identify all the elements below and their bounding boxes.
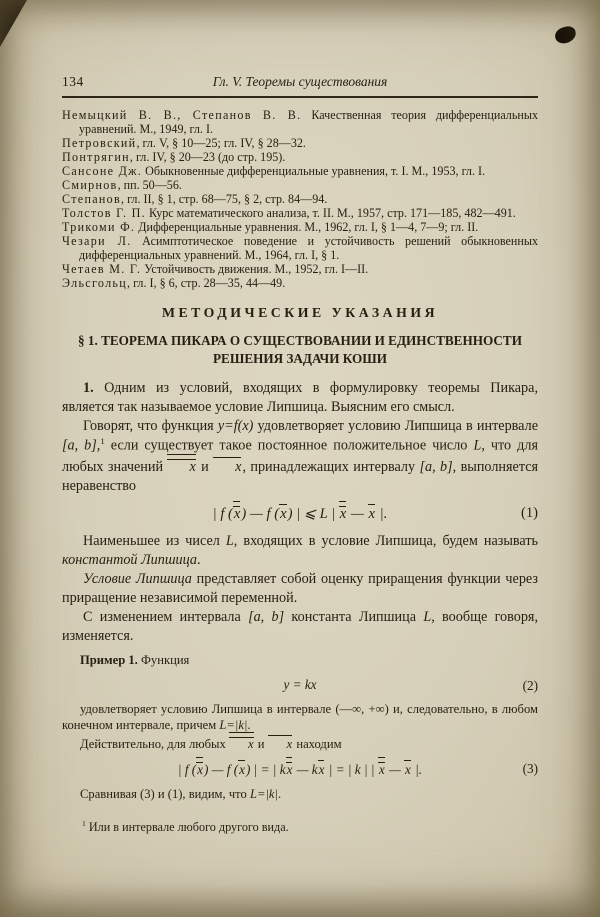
text-segment: если существует такое постоянное положительное число [104,437,474,454]
text-segment: ) | = | k [245,762,286,778]
text-segment: 1. [83,379,94,396]
paragraph-3 [62,532,538,570]
text-segment: | f ( [177,762,197,778]
text-segment: 1 [100,435,105,446]
text-segment: ) — f ( [204,762,239,778]
equation-number-1: (1) [520,504,538,521]
body-text [62,379,538,835]
formula-1 [62,503,538,525]
bibliography-author: Степанов [62,192,122,207]
bibliography-text: Асимптотическое поведение и устойчивость решений обыкновенных дифференциальных уравнений. М., 1964, гл. I, § 1. [79,234,538,263]
text-segment: | = | k | | [325,762,378,778]
text-segment: удовлетворяет условию Липшица в интервале (—∞, +∞) и, следовательно, в любом конечном интервале, причем [62,702,538,733]
text-segment: x [196,759,204,778]
running-title: Гл. V. Теоремы существования [212,74,388,89]
formula-2 [62,676,538,693]
bibliography-author: Немыцкий В. В., Степанов В. В. [62,108,302,122]
text-segment: ) — f ( [241,505,280,522]
text-segment: . [247,718,251,733]
text-segment: . [197,552,201,569]
text-segment: , принадлежащих интервалу [242,458,420,475]
page-header [62,74,538,92]
bibliography-item [62,220,538,234]
page-content [62,74,538,847]
text-segment: представляет собой оценку приращения функции через приращение независимой переменной. [62,571,538,607]
subsection-heading [62,332,538,368]
bibliography-item [62,206,538,220]
text-segment: [a, b] [419,458,453,475]
text-segment: , выполняется неравенство [62,458,539,494]
text-segment: . [277,787,282,802]
text-segment: x [268,734,294,752]
text-segment: 1 [82,818,86,828]
subsection-heading-line1: § 1. ТЕОРЕМА ПИКАРА О СУЩЕСТВОВАНИИ И ЕДИНСТВЕННОСТИ [78,333,522,349]
text-segment: L=|k| [249,787,278,802]
text-segment: С изменением интервала [83,609,249,626]
bibliography-text: Качественная теория дифференциальных уравнений. М., 1949, гл. I. [79,108,538,137]
text-segment: x [318,759,326,778]
equation-number-2: (2) [522,677,538,693]
bibliography-text: Обыкновенные дифференциальные уравнения, т. I. М., 1953, гл. I. [142,164,486,179]
text-segment: и [254,736,268,751]
text-segment: L=|k| [219,718,248,733]
text-segment: Говорят, что функция [83,417,218,434]
formula-1-body [213,506,388,522]
bibliography-author: Петровский [62,136,137,151]
bibliography-item [62,192,538,206]
bibliography-author: Толстов Г. П. [62,206,147,221]
bibliography-item [62,108,538,136]
text-segment: — k [293,762,318,778]
formula-2-body [283,677,316,692]
equation-number-3: (3) [522,761,538,777]
bibliography-item [62,164,538,178]
bibliography-item [62,276,538,290]
text-segment: L [225,533,234,550]
text-segment: x [404,759,412,778]
paragraph-4 [62,570,538,608]
bibliography-text: Устойчивость движения. М., 1952, гл. I—II. [141,262,369,277]
text-segment: x [339,503,347,525]
text-segment: константой Липшица [62,552,198,569]
bibliography-item [62,178,538,192]
bibliography-item [62,262,538,276]
text-segment: L [423,609,432,626]
section-heading: МЕТОДИЧЕСКИЕ УКАЗАНИЯ [161,305,439,321]
bibliography-text: , пп. 50—56. [117,178,182,193]
text-segment: — [385,762,404,778]
header-rule [62,96,538,98]
text-segment: Функция [137,653,190,668]
bibliography-item [62,150,538,164]
text-segment: — [347,505,368,522]
text-segment: y = kx [283,676,317,692]
footnote [62,819,538,835]
text-segment: [a, b], [62,437,101,454]
text-segment: Пример 1. [80,653,138,668]
text-segment: Условие Липшица [83,571,192,588]
text-segment: ) | ⩽ L | [287,505,339,522]
bibliography-author: Эльсгольц [62,276,128,291]
example-block [62,652,538,802]
text-segment: x [229,734,255,752]
formula-3 [62,759,538,778]
paragraph-2 [62,417,538,496]
bibliography-text: Курс математического анализа, т. II. М., 1957, стр. 171—185, 482—491. [146,206,516,221]
text-segment: x [167,456,196,477]
text-segment: Или в интервале любого другого вида. [85,819,289,834]
bibliography-author: Понтрягин [62,150,130,165]
text-segment: , вообще говоря, изменяется. [62,609,539,645]
text-segment: Сравнивая (3) и (1), видим, что [80,787,250,802]
bibliography [62,108,538,290]
bibliography-author: Трикоми Ф. [62,220,136,235]
bibliography-item [62,234,538,262]
example-paragraph-1 [62,652,538,668]
text-segment: y=f(x) [217,417,254,434]
bibliography-author: Сансоне Дж. [62,164,143,179]
example-paragraph-2 [62,701,538,734]
bibliography-item [62,136,538,150]
bibliography-text: , гл. I, § 6, стр. 28—35, 44—49. [127,276,286,291]
text-segment: Наименьшее из чисел [83,533,226,550]
paragraph-5 [62,608,538,646]
page-number: 134 [62,74,84,89]
paragraph-1 [62,379,538,417]
subsection-heading-line2: РЕШЕНИЯ ЗАДАЧИ КОШИ [212,351,387,367]
scan-artifact-top-left [0,0,27,47]
text-segment: L [473,437,482,454]
bibliography-author: Смирнов [62,178,118,193]
text-segment: x [233,503,241,525]
text-segment: , входящих в условие Липшица, будем называть [233,533,538,550]
bibliography-text: Дифференциальные уравнения. М., 1962, гл. I, § 1—4, 7—9; гл. II. [135,220,479,235]
text-segment: |. [411,762,423,778]
text-segment: константа Липшица [284,609,424,626]
text-segment: находим [293,736,342,751]
text-segment: | f ( [212,505,233,522]
example-paragraph-4 [62,786,538,802]
text-segment: x [238,759,246,778]
text-segment: , что для любых значений [62,437,538,475]
text-segment: x [213,456,242,477]
bibliography-text: , гл. II, § 1, стр. 68—75, § 2, стр. 84—94. [121,192,328,207]
text-segment: x [368,503,376,525]
scan-artifact-top-right [553,25,577,46]
formula-3-body [178,762,422,777]
text-segment: Одним из условий, входящих в формулировку теоремы Пикара, является так называемое условие Липшица. Выясним его смысл. [62,379,538,415]
example-paragraph-3 [62,734,538,752]
text-segment: [a, b] [248,609,285,626]
bibliography-author: Чезари Л. [62,234,132,249]
text-segment: x [378,759,386,778]
text-segment: x [286,759,294,778]
text-segment: |. [376,505,388,522]
text-segment: и [196,458,214,475]
bibliography-author: Четаев М. Г. [62,262,142,277]
text-segment: Действительно, для любых [80,736,229,751]
text-segment: удовлетворяет условию Липшица в интервале [253,417,538,434]
text-segment: x [279,503,287,525]
bibliography-text: , гл. V, § 10—25; гл. IV, § 28—32. [136,136,306,151]
bibliography-text: , гл. IV, § 20—23 (до стр. 195). [129,150,286,165]
